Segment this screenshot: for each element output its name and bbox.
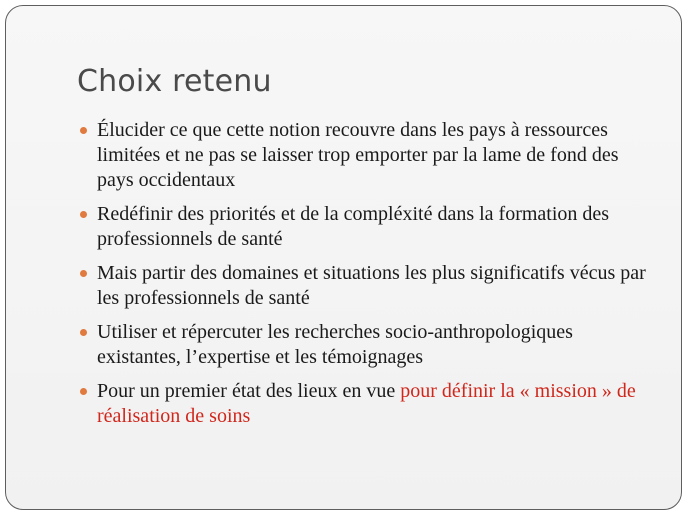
bullet-item [97, 261, 657, 311]
bullet-list [97, 118, 657, 438]
bullet-text: Élucider ce que cette notion recouvre dans les pays à ressources limitées et ne pas se laisser trop emporter par la lame de fond des pays occidentaux [97, 119, 619, 191]
bullet-dot-icon [80, 388, 87, 395]
bullet-item [97, 202, 657, 252]
bullet-text: Mais partir des domaines et situations les plus significatifs vécus par les professionnels de santé [97, 262, 646, 309]
bullet-item [97, 320, 657, 370]
slide [5, 5, 682, 510]
bullet-accent-text: pour définir la « mission » de réalisation de soins [97, 380, 636, 427]
bullet-dot-icon [80, 270, 87, 277]
bullet-text: Utiliser et répercuter les recherches socio-anthropologiques existantes, l’expertise et les témoignages [97, 321, 573, 368]
bullet-dot-icon [80, 211, 87, 218]
bullet-item [97, 379, 657, 429]
bullet-dot-icon [80, 329, 87, 336]
bullet-text: Redéfinir des priorités et de la compléxité dans la formation des professionnels de santé [97, 203, 610, 250]
bullet-dot-icon [80, 127, 87, 134]
bullet-item [97, 118, 657, 193]
bullet-text: Pour un premier état des lieux en vue [97, 380, 401, 402]
slide-title: Choix retenu [77, 64, 272, 99]
